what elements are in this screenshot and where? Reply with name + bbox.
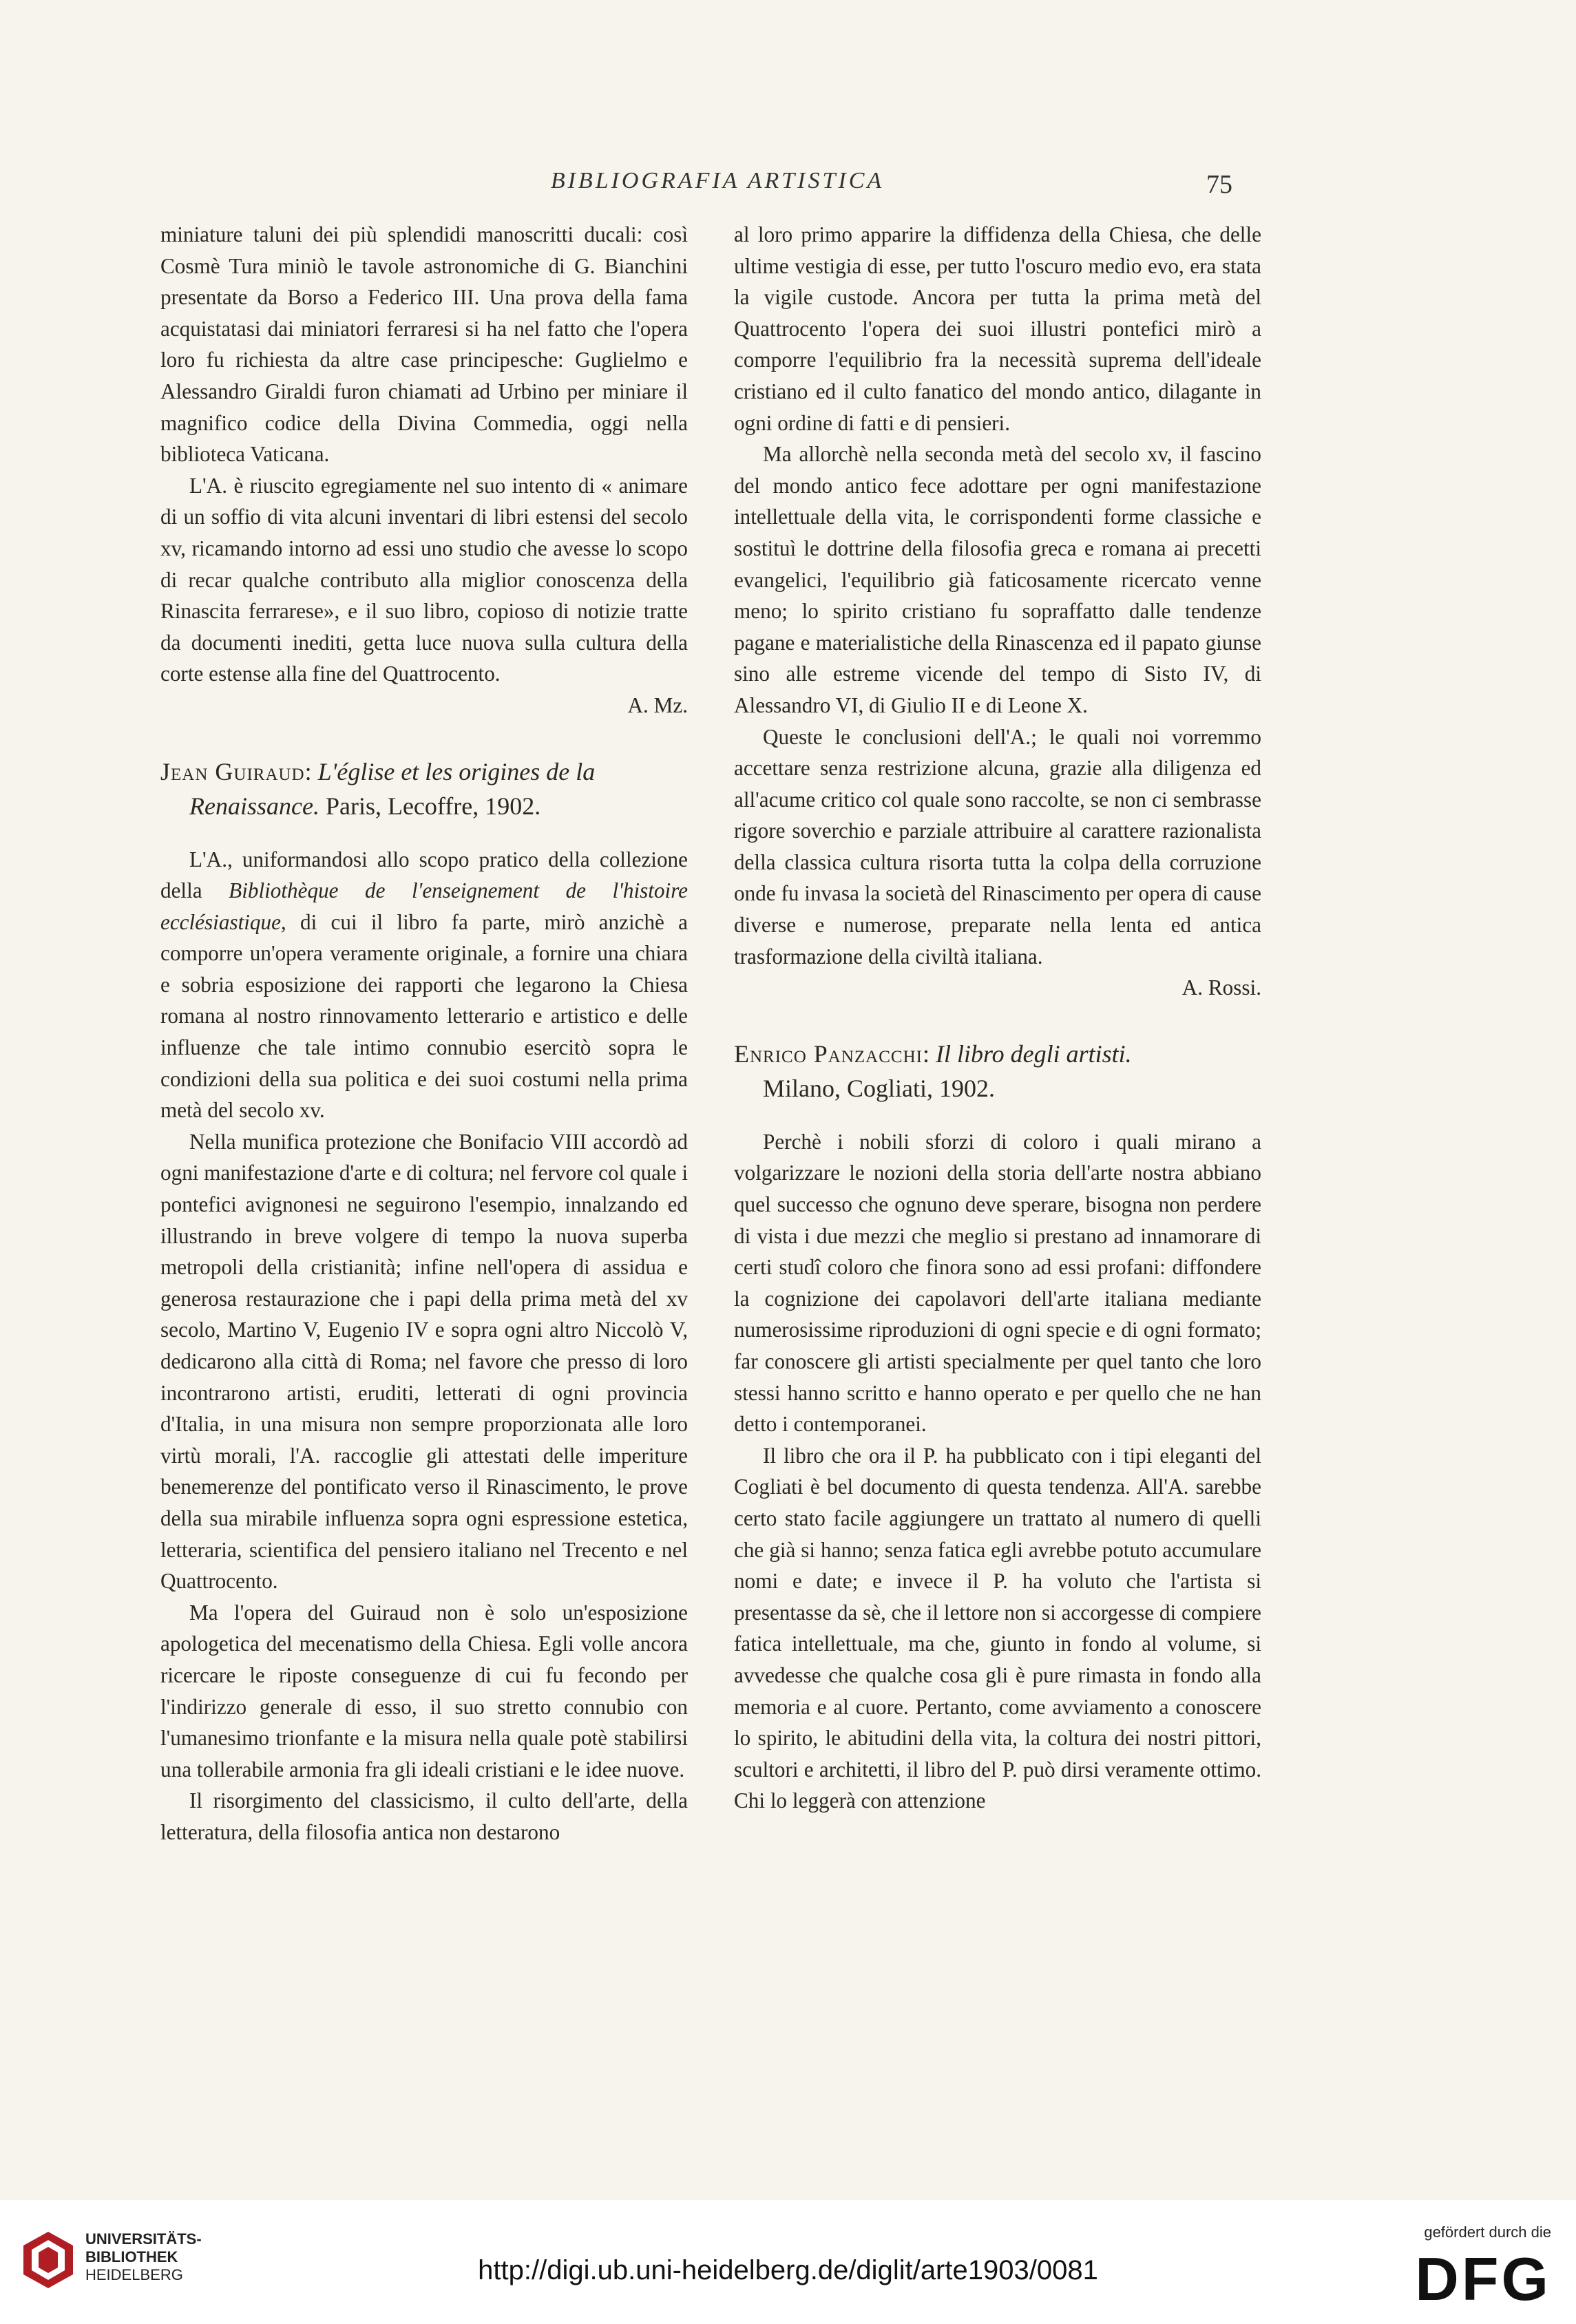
review-signature: A. Rossi. xyxy=(1181,975,1261,1000)
paragraph-text: di cui il libro fa parte, mirò anzichè a comporre un'opera veramente originale, a fornire una chiara e sobria esposizione dei rapporti che legarono la Chiesa romana al nostro rinnovamento letterario e artistico e delle influenze che tale intimo connubio esercitò sopra le condizioni della sua politica e dei suoi costumi nella prima metà del secolo xv. xyxy=(160,909,688,1123)
paragraph: al loro primo apparire la diffidenza della Chiesa, che delle ultime vestigia di esse, per tutto l'oscuro medio evo, era stata la vigile custode. Ancora per tutta la prima metà del Quattrocento l'opera dei suoi illustri pontefici mirò a comporre l'equilibrio fra la necessità suprema dell'ideale cristiano ed il culto fanatico del mondo antico, dilagante in ogni ordine di fatti e di pensieri. xyxy=(734,222,1261,435)
paragraph: Il risorgimento del classicismo, il culto dell'arte, della letteratura, della filosofia antica non destarono xyxy=(160,1788,688,1844)
entry-separator: : xyxy=(922,1039,929,1068)
paragraph: Ma allorchè nella seconda metà del secolo xv, il fascino del mondo antico fece adottare per ogni manifestazione intellettuale della vita, le corrispondenti forme classiche e sostituì le dottrine della filosofia greca e romana ai precetti evangelici, l'equilibrio già faticosamente ricercato venne meno; lo spirito cristiano fu sopraffatto dalle tendenze pagane e materialistiche della Rinascenza ed il papato giunse sino alle estreme vicende del tempo di Sisto IV, di Alessandro VI, di Giulio II e di Leone X. xyxy=(734,442,1261,717)
series-title: Bibliothèque de l'enseignement de l'histoire ecclésiastique, xyxy=(160,878,689,934)
paragraph-text: L'A., uniformandosi allo scopo pratico della collezione della xyxy=(160,847,688,903)
permalink-url[interactable]: http://digi.ub.uni-heidelberg.de/diglit/arte1903/0081 xyxy=(478,2255,1098,2285)
paragraph: Queste le conclusioni dell'A.; le quali noi vorremmo accettare senza restrizione alcuna, grazie alla diligenza ed all'acume critico col quale sono raccolte, se non ci sembrasse rigore soverchio e parziale attribuire al carattere razionalista della classica cultura risorta tutta la colpa della corruzione onde fu invasa la società del Rinascimento per opera di cause diverse e numerose, preparate nella lenta ed antica trasformazione della civiltà italiana. xyxy=(734,724,1261,969)
paragraph: Il libro che ora il P. ha pubblicato con i tipi eleganti del Cogliati è bel documento di questa tendenza. All'A. sarebbe certo stato facile aggiungere un trattato al numero di quelli che già si hanno; senza fatica egli avrebbe potuto accumulare nomi e date; e invece il P. ha voluto che l'artista si presentasse da sè, che il lettore non si accorgesse di compiere fatica intellettuale, ma che, giunto in fondo al volume, si avvedesse che qualche cosa gli è pure rimasta in fondo alla memoria e al cuore. Pertanto, come avviamento a conoscere lo spirito, le abitudini della vita, la coltura dei nostri pittori, scultori e architetti, il libro del P. può dirsi veramente ottimo. Chi lo leggerà con attenzione xyxy=(734,1443,1261,1813)
running-head: BIBLIOGRAFIA ARTISTICA xyxy=(550,168,885,193)
entry-author: Enrico Panzacchi xyxy=(734,1039,923,1068)
library-name-line: BIBLIOTHEK xyxy=(85,2248,178,2265)
left-column xyxy=(160,219,688,1848)
paragraph: Perchè i nobili sforzi di coloro i quali mirano a volgarizzare le nozioni della storia dell'arte nostra abbiano quel successo che ognuno deve sperare, bisogna non perdere di vista i due mezzi che meglio si prestano ad innamorare di certi studî coloro che finora sono ad essi profani: diffondere la cognizione dei capolavori dell'arte italiana mediante numerosissime riproduzioni di ogni specie e di ogni formato; far conoscere gli artisti specialmente per quel tanto che loro stessi hanno scritto e hanno operato e per quello che ne han detto i contemporanei. xyxy=(734,1129,1261,1437)
library-name-line: HEIDELBERG xyxy=(85,2266,183,2283)
entry-imprint-line xyxy=(160,789,688,823)
paragraph: L'A. è riuscito egregiamente nel suo intento di « animare di un soffio di vita alcuni inventari di libri estensi del secolo xv, ricamando intorno ad essi uno studio che avesse lo scopo di recar qualche contributo alla miglior conoscenza della Rinascita ferrarese», e il suo libro, copioso di notizie tratte da documenti inediti, getta luce nuova sulla cultura della corte estense alla fine del Quattrocento. xyxy=(160,473,688,686)
library-name-line: UNIVERSITÄTS- xyxy=(85,2230,202,2248)
entry-imprint: Milano, Cogliati, 1902. xyxy=(763,1074,995,1102)
bibliographic-entry-heading xyxy=(160,754,688,823)
entry-imprint: Paris, Lecoffre, 1902. xyxy=(325,792,541,820)
paragraph: miniature taluni dei più splendidi manoscritti ducali: così Cosmè Tura miniò le tavole astronomiche di G. Bianchini presentate da Borso a Federico III. Una prova della fama acquistatasi dai miniatori ferraresi si ha nel fatto che l'opera loro fu richiesta da altre case principesche: Guglielmo e Alessandro Giraldi furon chiamati ad Urbino per miniare il magnifico codice della Divina Commedia, oggi nella biblioteca Vaticana. xyxy=(160,222,688,467)
paragraph: Ma l'opera del Guiraud non è solo un'esposizione apologetica del mecenatismo della Chiesa. Egli volle ancora ricercare le riposte conseguenze di cui fu fecondo per l'indirizzo generale di esso, il suo stretto connubio con l'umanesimo trionfante e la misura nella quale potè stabilirsi una tollerabile armonia fra gli ideali cristiani e le idee nuove. xyxy=(160,1600,688,1782)
entry-title: Il libro degli artisti. xyxy=(935,1039,1132,1068)
entry-title: L'église et les origines de la xyxy=(317,757,596,785)
bibliographic-entry-heading xyxy=(734,1037,1261,1106)
dfg-logo: DFG xyxy=(1415,2245,1551,2313)
entry-title-continued: Renaissance. xyxy=(189,792,319,820)
paragraph xyxy=(160,844,688,1126)
entry-separator: : xyxy=(304,757,312,785)
paragraph: Nella munifica protezione che Bonifacio VIII accordò ad ogni manifestazione d'arte e di coltura; nel fervore col quale i pontefici avignonesi ne seguirono l'esempio, innalzando ed illustrando in breve volgere di tempo la nuova superba metropoli della cristianità; infine nell'opera di assidua e generosa restaurazione che i papi della prima metà del xv secolo, Martino V, Eugenio IV e sopra ogni altro Niccolò V, dedicarono alla città di Roma; nel favore che presso di loro incontrarono artisti, eruditi, letterati di ogni provincia d'Italia, in una misura non sempre proporzionata alle loro virtù morali, l'A. raccoglie gli attestati delle imperiture benemerenze del pontificato verso il Rinascimento, le prove della sua mirabile influenza sopra ogni espressione estetica, letteraria, scientifica del pensiero italiano nel Trecento e nel Quattrocento. xyxy=(160,1129,688,1594)
funded-by-text: gefördert durch die xyxy=(1424,2223,1551,2241)
entry-author: Jean Guiraud xyxy=(160,757,305,785)
right-column xyxy=(734,219,1261,1817)
digitization-footer xyxy=(0,2200,1576,2324)
page-number: 75 xyxy=(1206,170,1232,199)
review-signature: A. Mz. xyxy=(627,693,688,717)
